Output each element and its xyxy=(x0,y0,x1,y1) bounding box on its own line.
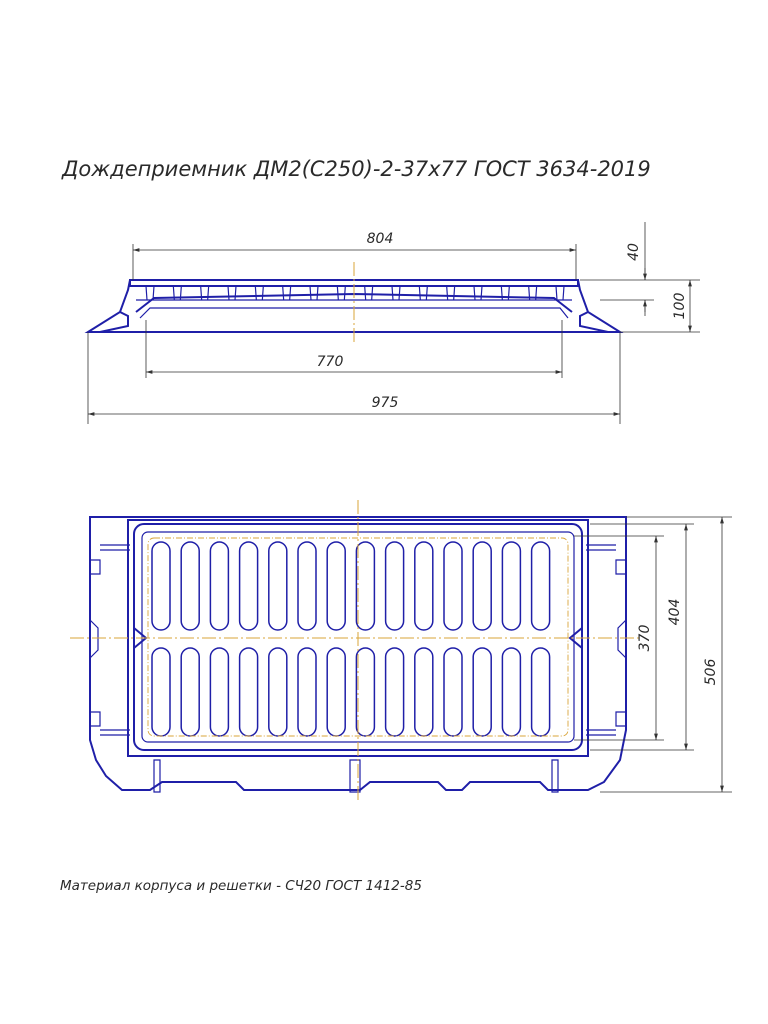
grate-slot xyxy=(532,648,550,736)
grate-slot xyxy=(356,648,374,736)
dim-770: 770 xyxy=(316,354,344,370)
dim-370: 370 xyxy=(637,624,653,652)
grate-slot xyxy=(473,542,491,630)
grate-slot xyxy=(240,648,258,736)
grate-rib xyxy=(419,286,427,300)
material-note: Материал корпуса и решетки - СЧ20 ГОСТ 1412-85 xyxy=(60,878,422,894)
grate-slot xyxy=(444,648,462,736)
grate-rib xyxy=(228,286,236,300)
grate-slot xyxy=(269,542,287,630)
grate-slot xyxy=(210,648,228,736)
grate-slot xyxy=(181,542,199,630)
dim-506: 506 xyxy=(703,658,719,686)
grate-slot xyxy=(327,648,345,736)
dim-975: 975 xyxy=(371,395,399,411)
grate-slot xyxy=(298,648,316,736)
grate-slot xyxy=(386,648,404,736)
grate-rib xyxy=(447,286,455,300)
grate-slot xyxy=(298,542,316,630)
grate-slot xyxy=(152,542,170,630)
grate-slot xyxy=(473,648,491,736)
grate-slot xyxy=(415,542,433,630)
grate-slot xyxy=(532,542,550,630)
grate-slot xyxy=(152,648,170,736)
dim-100: 100 xyxy=(672,292,688,320)
grate-slot xyxy=(502,648,520,736)
side-section-view xyxy=(88,262,620,342)
grate-slot xyxy=(210,542,228,630)
drawing-title: Дождеприемник ДМ2(С250)-2-37х77 ГОСТ 3634-2019 xyxy=(62,157,651,181)
grate-slot xyxy=(502,542,520,630)
grate-rib xyxy=(255,286,263,300)
plan-view xyxy=(70,500,640,800)
grate-slot xyxy=(386,542,404,630)
grate-slot xyxy=(240,542,258,630)
grate-slot xyxy=(444,542,462,630)
grate-slot xyxy=(327,542,345,630)
grate-rib xyxy=(310,286,318,300)
grate-slots xyxy=(152,542,550,736)
grate-slot xyxy=(415,648,433,736)
grate-rib xyxy=(556,286,564,300)
grate-rib xyxy=(365,286,373,300)
grate-slot xyxy=(269,648,287,736)
dim-404: 404 xyxy=(667,598,683,626)
dim-804: 804 xyxy=(366,231,394,247)
side-view-dimensions xyxy=(88,222,700,424)
grate-rib xyxy=(474,286,482,300)
grate-rib xyxy=(392,286,400,300)
grate-slot xyxy=(181,648,199,736)
grate-rib xyxy=(337,286,345,300)
grate-slot xyxy=(356,542,374,630)
dim-40: 40 xyxy=(626,243,642,261)
plan-view-dimensions xyxy=(574,517,732,792)
grate-rib xyxy=(283,286,291,300)
grate-rib xyxy=(146,286,154,300)
